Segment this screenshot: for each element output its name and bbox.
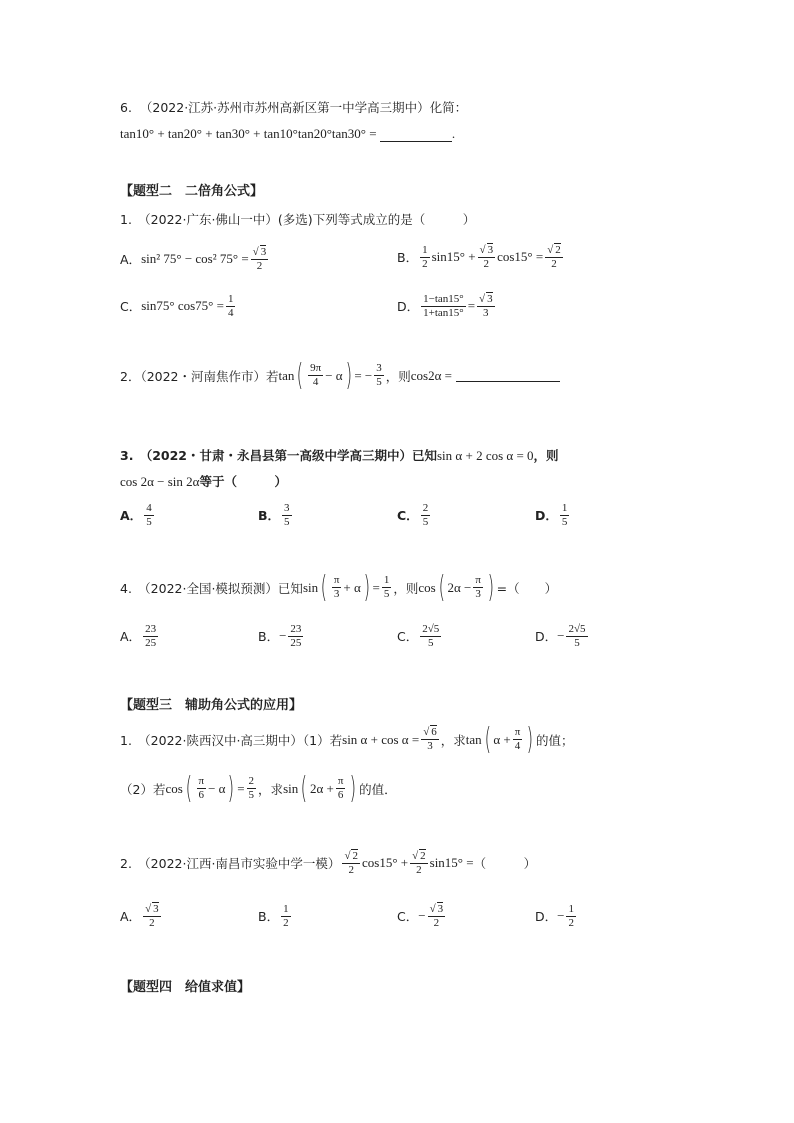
s2-question-4: 4. （2022·全国·模拟预测）已知 sin ( $\frac{\pi}{3}$ + α ) = $\frac{1}{5}$ ，则 cos ( 2α − $\frac{\pi}{3}$ ) =（ ） (120, 570, 558, 605)
s2q1-option-b[interactable]: B． $\frac{1}{2}$ sin15° + $\frac{√ 3}{2}$ cos15° = $\frac{√ 2}{2}$ (397, 244, 561, 270)
s3-question-1-part-2: （2）若 cos ( $\frac{\pi}{6}$ − α ) = $\frac{2}{5}$ ，求 sin ( 2α + $\frac{\pi}{6}$ ) 的值． (120, 771, 397, 806)
s2q3-option-a[interactable]: A． $\frac{4}{5}$ (120, 502, 152, 528)
s2q4-option-b[interactable]: B． − $\frac{23}{25}$ (258, 623, 302, 649)
s2-question-3-stem: 3. （2022・甘肃・永昌县第一高级中学高三期中）已知sin α + 2 cos α = 0，则 (120, 448, 559, 463)
question-number: 6. (120, 100, 132, 115)
s2q1-option-d[interactable]: D． $\frac{1-\tan 15^\circ}{1+\tan 15^\circ}$ = $\frac{√ 3}{3}$ (397, 293, 493, 319)
s2q3-option-c[interactable]: C． $\frac{2}{5}$ (397, 502, 429, 528)
s2q4-option-c[interactable]: C． $\frac{2√5}{5}$ (397, 623, 440, 649)
s2q3-option-d[interactable]: D． $\frac{1}{5}$ (535, 502, 568, 528)
s2q1-option-a[interactable]: A． sin² 75° − cos² 75° = $\frac{√ 3}{2}$ (120, 246, 267, 272)
fraction: $\frac{√ 3}{2}$ (252, 246, 267, 272)
section-title-2: 【题型二 二倍角公式】 (120, 184, 264, 199)
s3q2-option-b[interactable]: B． $\frac{1}{2}$ (258, 903, 289, 929)
s2-question-3-stem-2: cos 2α − sin 2α等于（ ） (120, 474, 287, 489)
s2q4-option-a[interactable]: A． $\frac{23}{25}$ (120, 623, 157, 649)
s2-question-2: 2．（2022・河南焦作市）若 tan ( $\frac{9\pi}{4}$ − α ) = − $\frac{3}{5}$ ，则 cos2α = (120, 362, 560, 389)
s3q2-option-c[interactable]: C． − $\frac{√ 3}{2}$ (397, 903, 444, 929)
question-6-stem (120, 98, 467, 116)
s2q3-option-b[interactable]: B． $\frac{3}{5}$ (258, 502, 290, 528)
section-title-4: 【题型四 给值求值】 (120, 980, 251, 995)
section-title-3: 【题型三 辅助角公式的应用】 (120, 698, 303, 713)
answer-blank[interactable] (380, 129, 452, 142)
question-6-expression: tan10° + tan20° + tan30° + tan10°tan20°tan30° = . (120, 126, 456, 141)
s3-question-2: 2. （2022·江西·南昌市实验中学一模） $\frac{√ 2}{2}$ cos15° + $\frac{√ 2}{2}$ sin15° = （ ） (120, 850, 537, 876)
s3-question-1-part-1: 1. （2022·陕西汉中·高三期中）（1）若 sin α + cos α = $\frac{√ 6}{3}$ ，求 tan ( α + $\frac{\pi}{4}$ ) 的值； (120, 722, 574, 757)
question-source: （2022·江苏·苏州市苏州高新区第一中学高三期中）化简： (139, 100, 468, 115)
s2q4-option-d[interactable]: D． − $\frac{2√5}{5}$ (535, 623, 586, 649)
s2q1-option-c[interactable]: C． sin75° cos75° = $\frac{1}{4}$ (120, 293, 234, 319)
s3q2-option-d[interactable]: D． − $\frac{1}{2}$ (535, 903, 574, 929)
s2-question-1-stem: 1. （2022·广东·佛山一中）(多选)下列等式成立的是（ ） (120, 212, 476, 227)
answer-blank[interactable] (456, 369, 560, 382)
s3q2-option-a[interactable]: A． $\frac{√ 3}{2}$ (120, 903, 159, 929)
